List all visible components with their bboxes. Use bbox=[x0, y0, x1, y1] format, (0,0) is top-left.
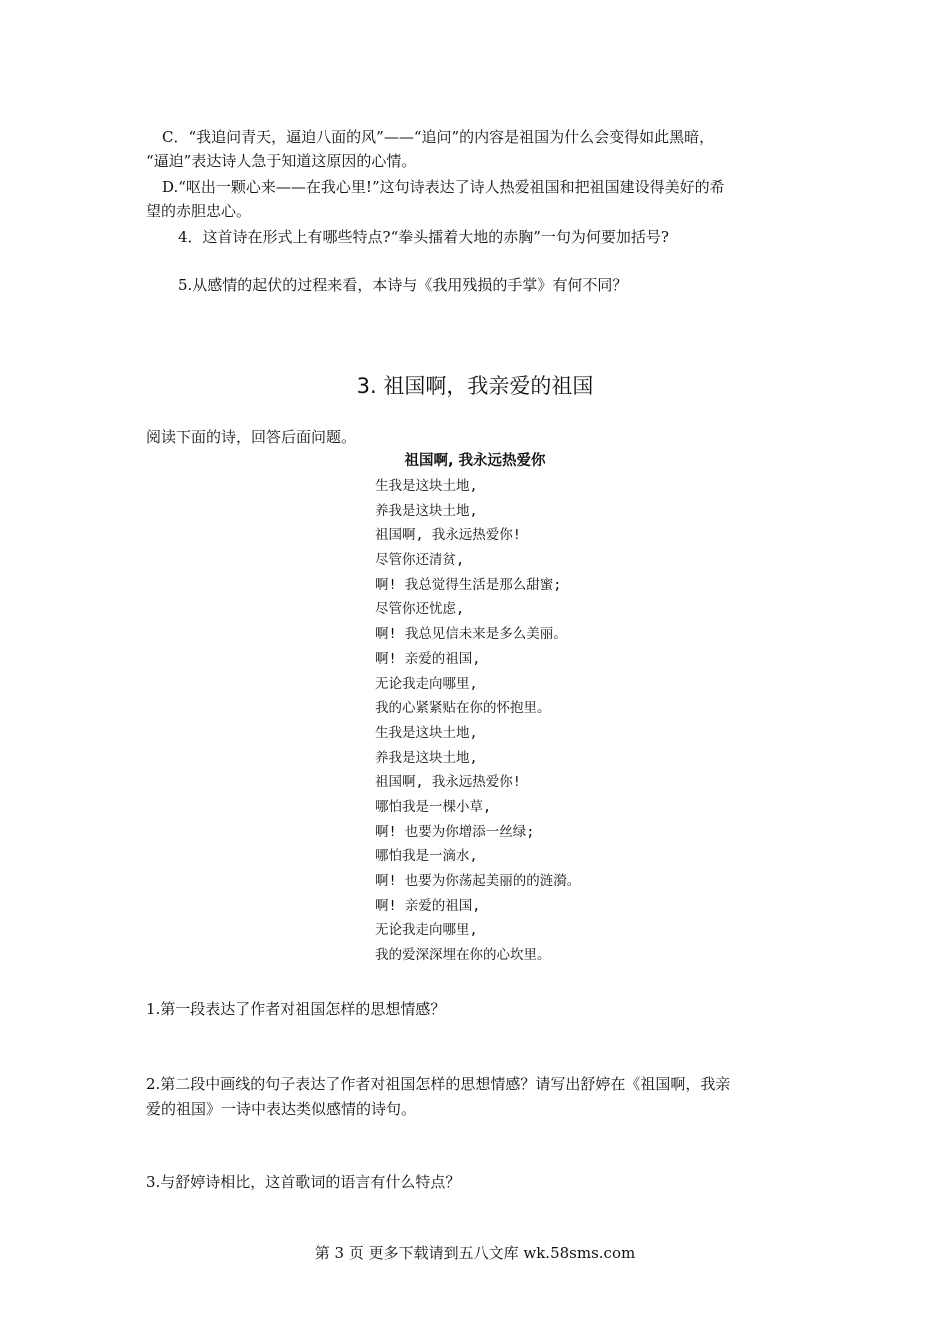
poem-line: 祖国啊, 我永远热爱你! bbox=[375, 527, 521, 544]
poem-title: 祖国啊, 我永远热爱你 bbox=[404, 453, 546, 469]
poem-line: 我的爱深深埋在你的心坎里。 bbox=[375, 947, 551, 964]
poem-line: 无论我走向哪里, bbox=[375, 675, 478, 692]
question-1: 1.第一段表达了作者对祖国怎样的思想情感？ bbox=[146, 1000, 446, 1018]
option-d-line1: D.“呕出一颗心来——在我心里!”这句诗表达了诗人热爱祖国和把祖国建设得美好的希 bbox=[162, 178, 725, 196]
poem-lines bbox=[375, 474, 580, 968]
option-c-line1: C．“我追问青天，逼迫八面的风”——“追问”的内容是祖国为什么会变得如此黑暗， bbox=[162, 128, 715, 146]
poem-line: 我的心紧紧贴在你的怀抱里。 bbox=[375, 700, 551, 717]
question-2-line2: 爱的祖国》一诗中表达类似感情的诗句。 bbox=[146, 1100, 417, 1118]
reading-instruction: 阅读下面的诗，回答后面问题。 bbox=[146, 428, 357, 446]
poem-line: 啊! 亲爱的祖国, bbox=[375, 650, 481, 667]
question-5: 5.从感情的起伏的过程来看，本诗与《我用残损的手掌》有何不同？ bbox=[178, 276, 628, 294]
poem-line: 祖国啊, 我永远热爱你! bbox=[375, 774, 521, 791]
poem-line: 生我是这块土地, bbox=[375, 724, 478, 741]
question-4: 4．这首诗在形式上有哪些特点?“拳头擂着大地的赤胸”一句为何要加括号? bbox=[178, 228, 669, 246]
poem-line: 无论我走向哪里, bbox=[375, 922, 478, 939]
option-c-line2: “逼迫”表达诗人急于知道这原因的心情。 bbox=[146, 152, 417, 170]
poem-line: 尽管你还忧虑, bbox=[375, 601, 465, 618]
poem-line: 啊! 我总见信未来是多么美丽。 bbox=[375, 626, 567, 643]
question-2-line1: 2.第二段中画线的句子表达了作者对祖国怎样的思想情感？请写出舒婷在《祖国啊，我亲 bbox=[146, 1075, 731, 1093]
poem-line: 啊! 也要为你增添一丝绿; bbox=[375, 823, 535, 840]
poem-line: 养我是这块土地, bbox=[375, 502, 478, 519]
section-title: 3. 祖国啊，我亲爱的祖国 bbox=[356, 374, 594, 398]
page-footer: 第 3 页 更多下载请到五八文库 wk.58sms.com bbox=[314, 1244, 636, 1262]
question-3: 3.与舒婷诗相比，这首歌词的语言有什么特点？ bbox=[146, 1173, 461, 1191]
poem-line: 养我是这块土地, bbox=[375, 749, 478, 766]
poem-line: 哪怕我是一滴水, bbox=[375, 848, 478, 865]
poem-line: 哪怕我是一棵小草, bbox=[375, 798, 492, 815]
poem-line: 啊! 也要为你荡起美丽的的涟漪。 bbox=[375, 873, 581, 889]
option-d-line2: 望的赤胆忠心。 bbox=[146, 202, 252, 220]
poem-line: 啊! 我总觉得生活是那么甜蜜; bbox=[375, 576, 562, 593]
poem-line: 生我是这块土地, bbox=[375, 478, 478, 494]
poem-line: 尽管你还清贫, bbox=[375, 552, 465, 569]
poem-line: 啊! 亲爱的祖国, bbox=[375, 897, 481, 914]
